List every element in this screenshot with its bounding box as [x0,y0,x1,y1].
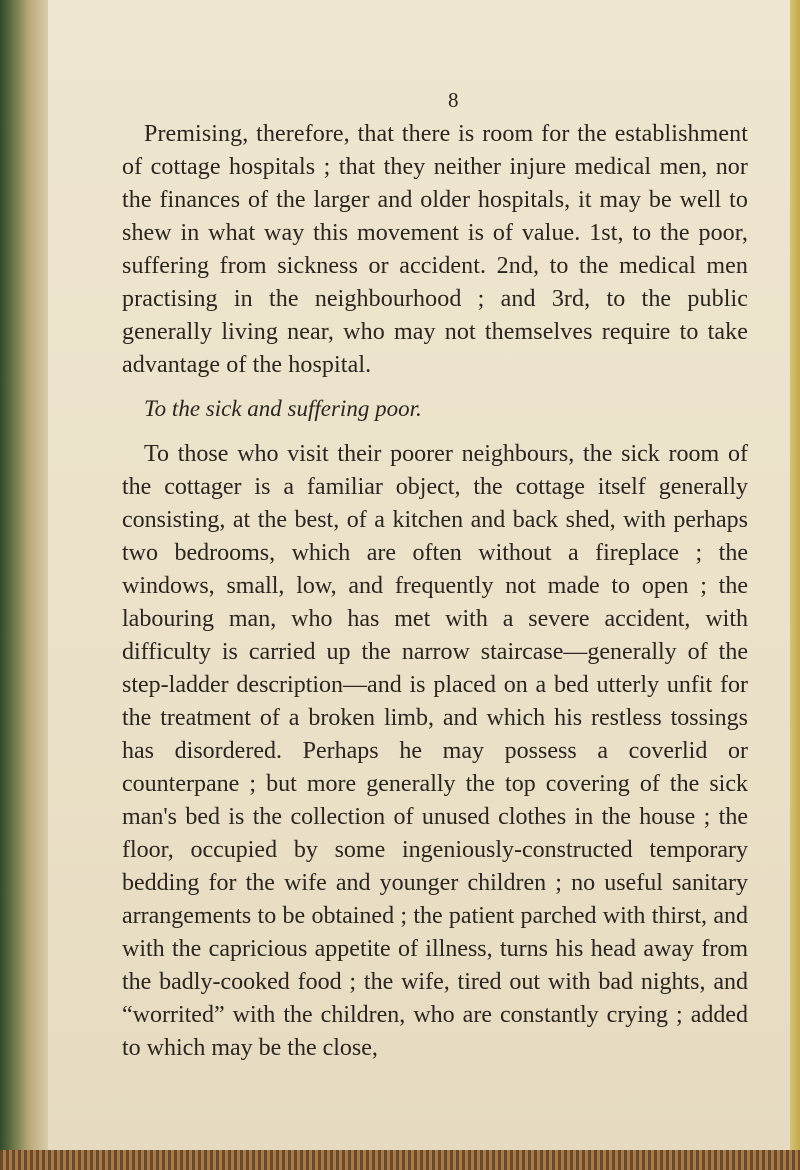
page-edge-right [790,0,800,1170]
section-heading: To the sick and suffering poor. [144,396,422,421]
page-number: 8 [448,88,459,112]
book-spine [0,0,48,1170]
paragraph-sick-room: To those who visit their poorer neighbours, the sick room of the cottager is a familiar object, the cottage itself generally consisting, at the best, of a kitchen and back shed, with perhaps two bedrooms, which are often without a fireplace ; the windows, small, low, and frequently not made to open ; the labouring man, who has met with a severe accident, with difficulty is carried up the narrow staircase—generally of the step-ladder description—and is placed on a bed utterly unfit for the treatment of a broken limb, and which his restless tossings has disordered. Perhaps he may possess a coverlid or counterpane ; but more generally the top covering of the sick man's bed is the collection of unused clothes in the house ; the floor, occupied by some ingeniously-constructed temporary bedding for the wife and younger children ; no useful sanitary arrangements to be obtained ; the patient parched with thirst, and with the capricious appetite of illness, turns his head away from the badly-cooked food ; the wife, tired out with bad nights, and “worrited” with the children, who are constantly crying ; added to which may be the close, [122,441,748,1061]
body-text [122,118,748,1065]
page-edge-bottom [0,1150,800,1170]
paragraph-premising: Premising, therefore, that there is room for the establishment of cottage hospitals ; that they neither injure medical men, nor the finances of the larger and older hospitals, it may be well to shew in what way this movement is of value. 1st, to the poor, suffering from sickness or accident. 2nd, to the medical men practising in the neighbourhood ; and 3rd, to the public generally living near, who may not themselves require to take advantage of the hospital. [122,121,748,378]
